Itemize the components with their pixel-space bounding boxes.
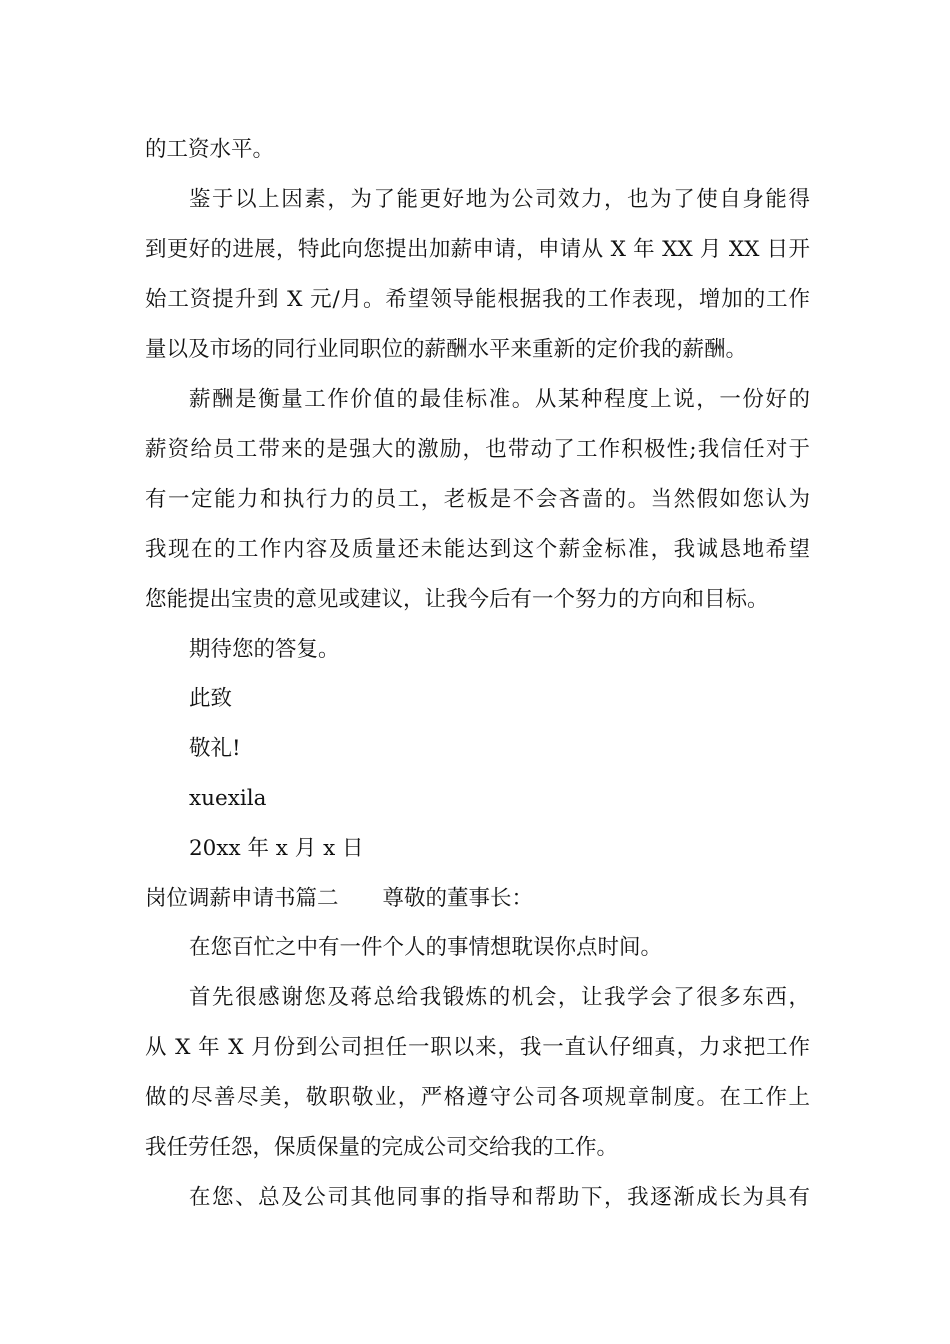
section-title: 岗位调薪申请书篇二 bbox=[145, 886, 339, 911]
signature-name: xuexila bbox=[189, 786, 267, 811]
text-line: 有一定能力和执行力的员工，老板是不会吝啬的。当然假如您认为 bbox=[145, 487, 810, 512]
text-line: 到更好的进展，特此向您提出加薪申请，申请从 X 年 XX 月 XX 日开 bbox=[145, 237, 810, 262]
text-line: 做的尽善尽美，敬职敬业，严格遵守公司各项规章制度。在工作上 bbox=[145, 1085, 810, 1110]
salutation: 尊敬的董事长： bbox=[382, 886, 534, 911]
text-line: 您能提出宝贵的意见或建议，让我今后有一个努力的方向和目标。 bbox=[145, 587, 769, 612]
text-line: 薪资给员工带来的是强大的激励，也带动了工作积极性;我信任对于 bbox=[145, 437, 810, 462]
paragraph-first-line: 首先很感谢您及蒋总给我锻炼的机会，让我学会了很多东西， bbox=[189, 985, 810, 1010]
text-line: 我现在的工作内容及质量还未能达到这个薪金标准，我诚恳地希望 bbox=[145, 537, 810, 562]
text-line: 从 X 年 X 月份到公司担任一职以来，我一直认仔细真，力求把工作 bbox=[145, 1035, 810, 1060]
text-line: 我任劳任怨，保质保量的完成公司交给我的工作。 bbox=[145, 1135, 619, 1160]
paragraph-first-line: 在您百忙之中有一件个人的事情想耽误你点时间。 bbox=[189, 935, 663, 960]
paragraph-first-line: 在您、总及公司其他同事的指导和帮助下，我逐渐成长为具有 bbox=[189, 1185, 810, 1210]
text-line: 量以及市场的同行业同职位的薪酬水平来重新的定价我的薪酬。 bbox=[145, 337, 748, 362]
closing-line: 此致 bbox=[189, 686, 233, 711]
closing-line: 敬礼! bbox=[189, 736, 241, 761]
paragraph-first-line: 鉴于以上因素，为了能更好地为公司效力，也为了使自身能得 bbox=[189, 187, 810, 212]
paragraph-first-line: 薪酬是衡量工作价值的最佳标准。从某种程度上说，一份好的 bbox=[189, 387, 810, 412]
text-line: 始工资提升到 X 元/月。希望领导能根据我的工作表现，增加的工作 bbox=[145, 287, 810, 312]
section-heading bbox=[145, 884, 810, 914]
text-line: 的工资水平。 bbox=[145, 137, 275, 162]
closing-line: 期待您的答复。 bbox=[189, 637, 340, 662]
signature-date: 20xx 年 x 月 x 日 bbox=[189, 836, 364, 861]
